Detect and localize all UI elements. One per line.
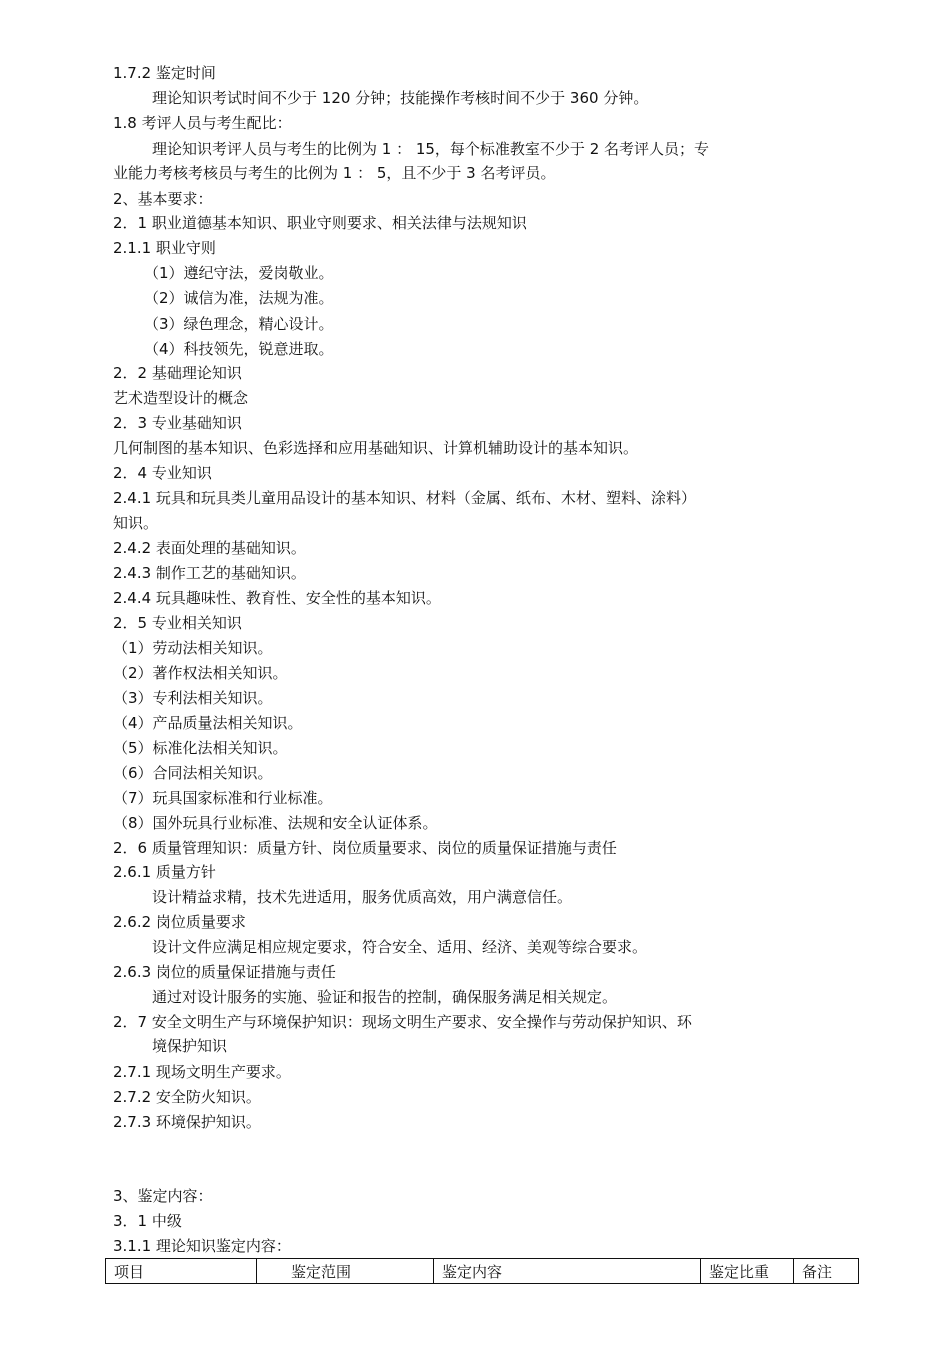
list-item: （8）国外玩具行业标准、法规和安全认证体系。 [113, 814, 438, 832]
subsection-item: 2.4.1 玩具和玩具类儿童用品设计的基本知识、材料（金属、纸布、木材、塑料、涂料） [113, 489, 696, 507]
column-header: 鉴定范围 [257, 1259, 434, 1284]
paragraph: 业能力考核考核员与考生的比例为 1 ： 5，且不少于 3 名考评员。 [113, 164, 556, 182]
paragraph: 知识。 [113, 514, 159, 532]
list-item: （1）劳动法相关知识。 [113, 639, 273, 657]
section-heading: 2．4 专业知识 [113, 464, 212, 482]
subsection-heading: 2.6.2 岗位质量要求 [113, 913, 246, 931]
paragraph: 理论知识考试时间不少于 120 分钟；技能操作考核时间不少于 360 分钟。 [152, 89, 649, 107]
section-heading: 3、鉴定内容： [113, 1187, 213, 1205]
paragraph: 通过对设计服务的实施、验证和报告的控制，确保服务满足相关规定。 [152, 988, 618, 1006]
subsection-heading: 2.6.1 质量方针 [113, 863, 216, 881]
section-heading-continued: 境保护知识 [152, 1037, 228, 1055]
list-item: （2）诚信为准，法规为准。 [144, 289, 334, 307]
list-item: （6）合同法相关知识。 [113, 764, 273, 782]
column-header: 备注 [794, 1259, 859, 1284]
subsection-item: 2.4.4 玩具趣味性、教育性、安全性的基本知识。 [113, 589, 441, 607]
appraisal-content-table [105, 1258, 859, 1284]
subsection-heading: 2.6.3 岗位的质量保证措施与责任 [113, 963, 336, 981]
column-header: 鉴定比重 [701, 1259, 794, 1284]
section-heading: 2．5 专业相关知识 [113, 614, 242, 632]
paragraph: 设计文件应满足相应规定要求，符合安全、适用、经济、美观等综合要求。 [152, 938, 648, 956]
paragraph: 艺术造型设计的概念 [113, 389, 249, 407]
list-item: （3）专利法相关知识。 [113, 689, 273, 707]
paragraph: 几何制图的基本知识、色彩选择和应用基础知识、计算机辅助设计的基本知识。 [113, 439, 639, 457]
paragraph: 设计精益求精，技术先进适用，服务优质高效，用户满意信任。 [152, 888, 573, 906]
section-heading: 3．1 中级 [113, 1212, 182, 1230]
list-item: （1）遵纪守法，爱岗敬业。 [144, 264, 334, 282]
paragraph: 理论知识考评人员与考生的比例为 1 ： 15，每个标准教室不少于 2 名考评人员；专 [152, 140, 710, 158]
section-heading: 1.8 考评人员与考生配比： [113, 114, 292, 132]
subsection-item: 2.4.3 制作工艺的基础知识。 [113, 564, 306, 582]
section-heading: 1.7.2 鉴定时间 [113, 64, 216, 82]
list-item: （2）著作权法相关知识。 [113, 664, 288, 682]
table-header-row [106, 1259, 859, 1284]
subsection-item: 2.7.2 安全防火知识。 [113, 1088, 261, 1106]
section-heading: 2．3 专业基础知识 [113, 414, 242, 432]
section-heading: 2．7 安全文明生产与环境保护知识：现场文明生产要求、安全操作与劳动保护知识、环 [113, 1013, 692, 1031]
list-item: （4）科技领先，锐意进取。 [144, 340, 334, 358]
subsection-item: 2.7.1 现场文明生产要求。 [113, 1063, 291, 1081]
section-heading: 2．2 基础理论知识 [113, 364, 242, 382]
column-header: 项目 [106, 1259, 257, 1284]
section-heading: 2．6 质量管理知识：质量方针、岗位质量要求、岗位的质量保证措施与责任 [113, 839, 617, 857]
list-item: （4）产品质量法相关知识。 [113, 714, 303, 732]
list-item: （3）绿色理念，精心设计。 [144, 315, 334, 333]
subsection-heading: 3.1.1 理论知识鉴定内容： [113, 1237, 291, 1255]
section-heading: 2．1 职业道德基本知识、职业守则要求、相关法律与法规知识 [113, 214, 527, 232]
subsection-heading: 2.1.1 职业守则 [113, 239, 216, 257]
subsection-item: 2.7.3 环境保护知识。 [113, 1113, 261, 1131]
subsection-item: 2.4.2 表面处理的基础知识。 [113, 539, 306, 557]
list-item: （7）玩具国家标准和行业标准。 [113, 789, 333, 807]
section-heading: 2、基本要求： [113, 190, 213, 208]
column-header: 鉴定内容 [434, 1259, 701, 1284]
list-item: （5）标准化法相关知识。 [113, 739, 288, 757]
